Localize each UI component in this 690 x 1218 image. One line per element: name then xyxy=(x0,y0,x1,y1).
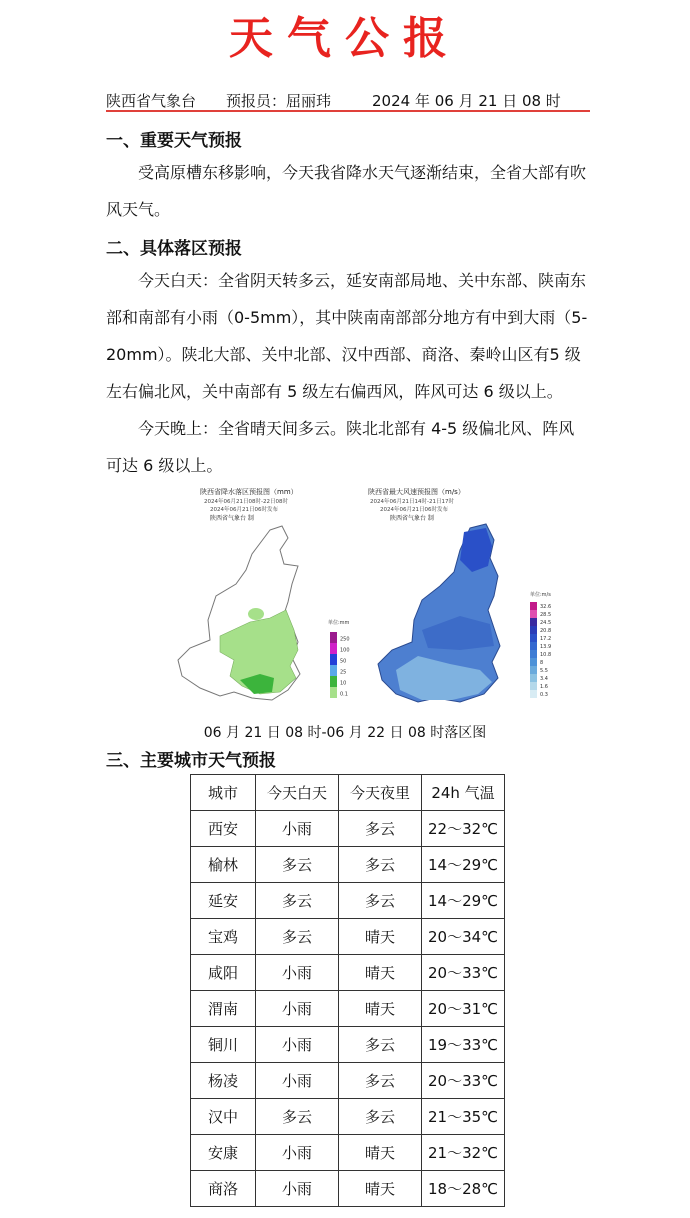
night-weather-cell: 多云 xyxy=(339,883,422,919)
wind-map-maker: 陕西省气象台 制 xyxy=(390,515,434,522)
city-cell: 渭南 xyxy=(191,991,256,1027)
legend-label: 0.3 xyxy=(540,692,548,698)
day-weather-cell: 小雨 xyxy=(256,1027,339,1063)
table-row xyxy=(191,1099,505,1135)
wind-map-title: 陕西省最大风速预报图（m/s） xyxy=(368,488,465,496)
bulletin-header xyxy=(106,90,590,112)
section2-text-block xyxy=(106,262,590,484)
city-cell: 汉中 xyxy=(191,1099,256,1135)
legend-label: 5.5 xyxy=(540,668,548,674)
precip-map-issued: 2024年06月21日06时发布 xyxy=(210,507,278,513)
legend-swatch xyxy=(530,642,537,650)
wind-map-issued: 2024年06月21日06时发布 xyxy=(380,507,448,513)
night-weather-cell: 晴天 xyxy=(339,991,422,1027)
temperature-cell: 14～29℃ xyxy=(422,847,505,883)
night-weather-cell: 多云 xyxy=(339,811,422,847)
day-weather-cell: 多云 xyxy=(256,1099,339,1135)
temperature-cell: 20～31℃ xyxy=(422,991,505,1027)
legend-swatch xyxy=(330,676,337,687)
day-weather-cell: 小雨 xyxy=(256,1063,339,1099)
day-weather-cell: 多云 xyxy=(256,919,339,955)
table-row xyxy=(191,1027,505,1063)
bulletin-title: 天气公报 xyxy=(229,13,461,64)
section3-heading: 三、主要城市天气预报 xyxy=(106,751,276,771)
legend-label: 250 xyxy=(340,636,350,643)
legend-label: 50 xyxy=(340,658,347,665)
legend-label: 0.1 xyxy=(340,691,348,698)
day-weather-cell: 多云 xyxy=(256,847,339,883)
table-row xyxy=(191,1171,505,1207)
table-row xyxy=(191,1063,505,1099)
legend-swatch xyxy=(330,665,337,676)
night-forecast-text: 今天晚上：全省晴天间多云。陕北北部有 4-5 级偏北风、阵风可达 6 级以上。 xyxy=(106,419,575,475)
city-cell: 铜川 xyxy=(191,1027,256,1063)
precip-map-maker: 陕西省气象台 制 xyxy=(210,515,254,522)
city-forecast-table xyxy=(190,774,505,1207)
wind-legend xyxy=(530,602,551,698)
city-cell: 延安 xyxy=(191,883,256,919)
legend-swatch xyxy=(530,690,537,698)
precip-map-period: 2024年06月21日08时-22日08时 xyxy=(204,499,288,505)
col-day: 今天白天 xyxy=(256,775,339,811)
legend-swatch xyxy=(530,674,537,682)
night-weather-cell: 晴天 xyxy=(339,919,422,955)
section1-text-block xyxy=(106,154,590,228)
forecaster-name: 预报员：屈丽玮 xyxy=(226,92,332,110)
legend-label: 10 xyxy=(340,680,347,687)
city-cell: 榆林 xyxy=(191,847,256,883)
city-cell: 西安 xyxy=(191,811,256,847)
legend-swatch xyxy=(530,618,537,626)
temperature-cell: 22～32℃ xyxy=(422,811,505,847)
city-cell: 商洛 xyxy=(191,1171,256,1207)
table-row xyxy=(191,883,505,919)
legend-swatch xyxy=(530,682,537,690)
temperature-cell: 14～29℃ xyxy=(422,883,505,919)
table-header-row xyxy=(191,775,505,811)
table-row xyxy=(191,847,505,883)
legend-label: 17.2 xyxy=(540,636,552,642)
night-weather-cell: 晴天 xyxy=(339,1171,422,1207)
precip-legend-title: 单位:mm xyxy=(328,620,350,626)
legend-swatch xyxy=(530,666,537,674)
wind-map xyxy=(368,487,551,702)
table-row xyxy=(191,1135,505,1171)
temperature-cell: 20～34℃ xyxy=(422,919,505,955)
day-weather-cell: 小雨 xyxy=(256,1171,339,1207)
precipitation-map xyxy=(178,487,350,700)
night-weather-cell: 多云 xyxy=(339,1027,422,1063)
temperature-cell: 21～32℃ xyxy=(422,1135,505,1171)
wind-map-period: 2024年06月21日14时-21日17时 xyxy=(370,499,454,505)
temperature-cell: 20～33℃ xyxy=(422,955,505,991)
section1-text: 受高原槽东移影响，今天我省降水天气逐渐结束，全省大部有吹风天气。 xyxy=(106,163,587,219)
city-cell: 杨凌 xyxy=(191,1063,256,1099)
table-row xyxy=(191,811,505,847)
legend-label: 3.4 xyxy=(540,676,548,682)
forecast-maps xyxy=(160,480,552,712)
legend-label: 28.5 xyxy=(540,612,552,618)
table-row xyxy=(191,919,505,955)
city-cell: 咸阳 xyxy=(191,955,256,991)
legend-label: 13.9 xyxy=(540,644,552,650)
legend-label: 32.6 xyxy=(540,604,552,610)
night-weather-cell: 晴天 xyxy=(339,1135,422,1171)
legend-label: 1.6 xyxy=(540,684,548,690)
issue-date: 2024 年 06 月 21 日 08 时 xyxy=(372,92,561,110)
day-weather-cell: 小雨 xyxy=(256,1135,339,1171)
table-row xyxy=(191,955,505,991)
night-weather-cell: 多云 xyxy=(339,847,422,883)
legend-swatch xyxy=(330,654,337,665)
precip-map-title: 陕西省降水落区预报图（mm） xyxy=(200,488,298,496)
city-cell: 宝鸡 xyxy=(191,919,256,955)
city-rows xyxy=(191,811,505,1207)
col-city: 城市 xyxy=(191,775,256,811)
legend-label: 10.8 xyxy=(540,652,552,658)
legend-label: 20.8 xyxy=(540,628,552,634)
precip-north-patch xyxy=(248,608,264,620)
temperature-cell: 19～33℃ xyxy=(422,1027,505,1063)
agency-name: 陕西省气象台 xyxy=(106,92,197,110)
legend-swatch xyxy=(530,650,537,658)
day-weather-cell: 多云 xyxy=(256,883,339,919)
day-weather-cell: 小雨 xyxy=(256,991,339,1027)
legend-swatch xyxy=(530,634,537,642)
legend-label: 8 xyxy=(540,660,544,666)
section2-heading: 二、具体落区预报 xyxy=(106,239,242,259)
temperature-cell: 21～35℃ xyxy=(422,1099,505,1135)
legend-label: 100 xyxy=(340,647,350,654)
legend-label: 25 xyxy=(340,669,347,676)
section1-heading: 一、重要天气预报 xyxy=(106,131,242,151)
night-weather-cell: 晴天 xyxy=(339,955,422,991)
precip-legend xyxy=(330,632,350,698)
wind-legend-title: 单位:m/s xyxy=(530,592,551,598)
temperature-cell: 20～33℃ xyxy=(422,1063,505,1099)
map-caption: 06 月 21 日 08 时-06 月 22 日 08 时落区图 xyxy=(203,725,487,741)
legend-swatch xyxy=(530,626,537,634)
night-weather-cell: 多云 xyxy=(339,1063,422,1099)
day-forecast-text: 今天白天：全省阴天转多云，延安南部局地、关中东部、陕南东部和南部有小雨（0-5mm），其中陕南南部部分地方有中到大雨（5-20mm）。陕北大部、关中北部、汉中西部、商洛、秦岭山区有5 级左右偏北风，关中南部有 5 级左右偏西风，阵风可达 6 级以上。 xyxy=(106,271,588,401)
day-weather-cell: 小雨 xyxy=(256,811,339,847)
legend-swatch xyxy=(530,658,537,666)
day-weather-cell: 小雨 xyxy=(256,955,339,991)
legend-swatch xyxy=(530,602,537,610)
legend-swatch xyxy=(530,610,537,618)
city-cell: 安康 xyxy=(191,1135,256,1171)
legend-swatch xyxy=(330,643,337,654)
legend-swatch xyxy=(330,687,337,698)
col-temp: 24h 气温 xyxy=(422,775,505,811)
table-row xyxy=(191,991,505,1027)
col-night: 今天夜里 xyxy=(339,775,422,811)
night-weather-cell: 多云 xyxy=(339,1099,422,1135)
temperature-cell: 18～28℃ xyxy=(422,1171,505,1207)
legend-label: 24.5 xyxy=(540,620,552,626)
legend-swatch xyxy=(330,632,337,643)
